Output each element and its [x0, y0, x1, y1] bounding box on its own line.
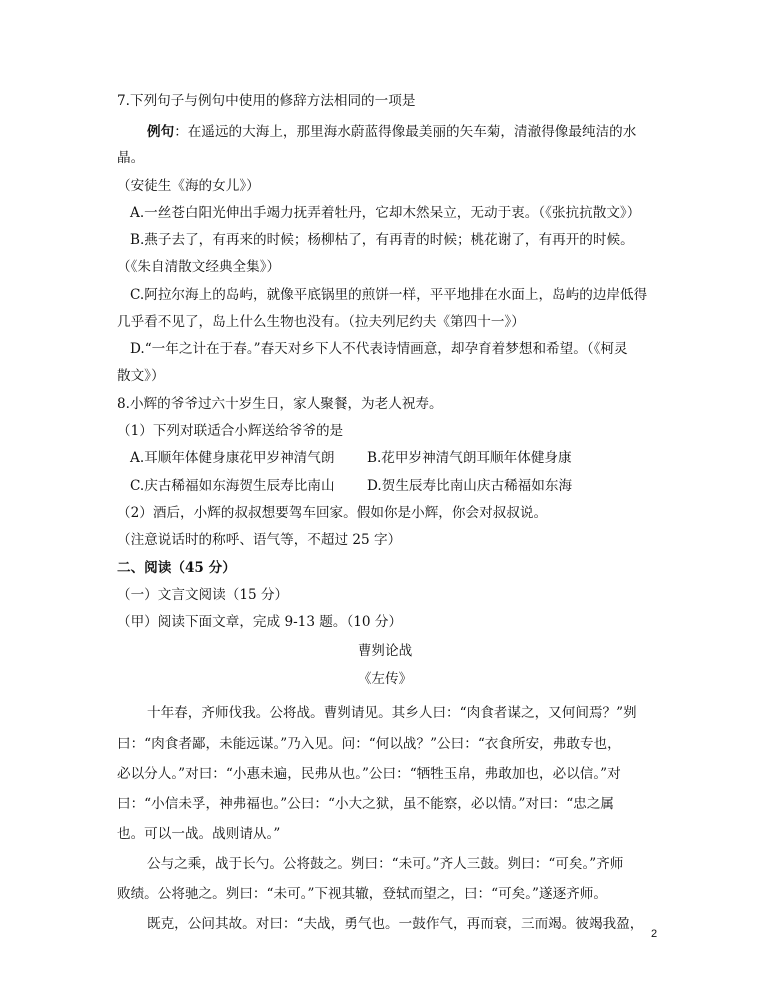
passage-line: 也。可以一战。战则请从。” [117, 826, 281, 842]
q7-option-c-1: C.阿拉尔海上的岛屿，就像平底锅里的煎饼一样，平平地排在水面上，岛屿的边岸低得 [130, 287, 648, 303]
passage-title: 曹刿论战 [357, 643, 413, 659]
passage-line: 十年春，齐师伐我。公将战。曹刿请见。其乡人曰：“肉食者谋之，又何间焉？”刿 [147, 705, 637, 721]
q7-option-d-2: 散文》） [117, 368, 165, 384]
q7-option-d-1: D.“一年之计在于春。”春天对乡下人不代表诗情画意，却孕育着梦想和希望。（《柯灵 [130, 341, 628, 357]
passage-line: 公与之乘，战于长勺。公将鼓之。刿曰：“未可。”齐人三鼓。刿曰：“可矣。”齐师 [147, 856, 624, 872]
example-source: （安徒生《海的女儿》） [117, 178, 260, 194]
q8-sub2-note: （注意说话时的称呼、语气等，不超过 25 字） [117, 532, 402, 548]
q8-sub1: （1）下列对联适合小辉送给爷爷的是 [117, 423, 344, 439]
q8-stem: 8.小辉的爷爷过六十岁生日，家人聚餐，为老人祝寿。 [117, 396, 443, 412]
q8-option-c: C.庆古稀福如东海贺生辰寿比南山 [130, 478, 335, 494]
q7-option-b-2: （《朱自清散文经典全集》） [117, 259, 281, 275]
q7-option-b-1: B.燕子去了，有再来的时候；杨柳枯了，有再青的时候；桃花谢了，有再开的时候。 [130, 232, 634, 248]
example-text-2: 晶。 [117, 150, 145, 166]
q7-option-c-2: 几乎看不见了，岛上什么生物也没有。（拉夫列尼约夫《第四十一》） [117, 314, 525, 330]
q7-stem: 7.下列句子与例句中使用的修辞方法相同的一项是 [117, 93, 416, 109]
part1a-heading: （甲）阅读下面文章，完成 9-13 题。（10 分） [117, 614, 403, 630]
q7-option-a: A.一丝苍白阳光伸出手竭力抚弄着牡丹，它却木然呆立，无动于衷。（《张抗抗散文》） [130, 205, 641, 221]
passage-line: 既克，公问其故。对曰：“夫战，勇气也。一鼓作气，再而衰，三而竭。彼竭我盈， [147, 916, 644, 932]
passage-line: 曰：“小信未孚，神弗福也。”公曰：“小大之狱，虽不能察，必以情。”对曰：“忠之属 [117, 796, 614, 812]
q8-sub2: （2）酒后，小辉的叔叔想要驾车回家。假如你是小辉，你会对叔叔说。 [117, 505, 548, 521]
passage-line: 曰：“肉食者鄙，未能远谋。”乃入见。问：“何以战？”公曰：“衣食所安，弗敢专也， [117, 736, 621, 752]
passage-line: 必以分人。”对曰：“小惠未遍，民弗从也。”公曰：“牺牲玉帛，弗敢加也，必以信。”对 [117, 766, 621, 782]
q8-option-a: A.耳顺年体健身康花甲岁神清气朗 [130, 450, 335, 466]
passage-line: 败绩。公将驰之。刿曰：“未可。”下视其辙，登轼而望之，曰：“可矣。”遂逐齐师。 [117, 886, 607, 902]
part1-heading: （一）文言文阅读（15 分） [117, 587, 289, 603]
page-number: 2 [651, 928, 658, 940]
section-title: 二、阅读（45 分） [117, 560, 236, 576]
q8-option-b: B.花甲岁神清气朗耳顺年体健身康 [367, 450, 572, 466]
example-text-1: ：在遥远的大海上，那里海水蔚蓝得像最美丽的矢车菊，清澈得像最纯洁的水 [174, 124, 637, 140]
passage-source: 《左传》 [357, 671, 413, 687]
q8-option-d: D.贺生辰寿比南山庆古稀福如东海 [367, 478, 573, 494]
q7-example [147, 123, 689, 141]
example-label: 例句 [147, 124, 175, 140]
